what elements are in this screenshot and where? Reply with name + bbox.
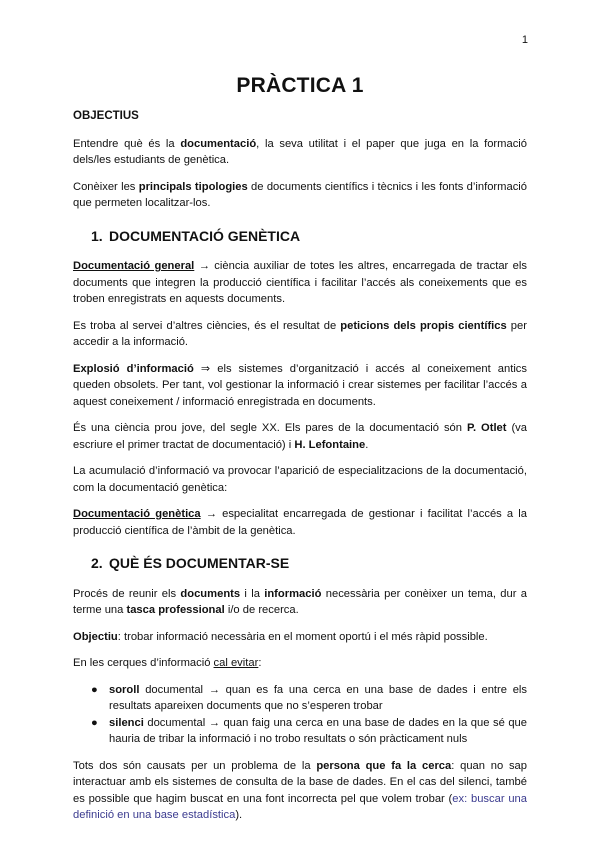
text: Procés de reunir els xyxy=(73,587,181,600)
section-1-paragraph-2 xyxy=(73,318,527,351)
section-number: 1. xyxy=(91,227,103,244)
text: En les cerques d’informació xyxy=(73,657,214,669)
bold-term: P. Otlet xyxy=(466,422,507,434)
text: documental → quan faig una cerca en una base de dades en la que sé que hauria de tribar la informació i no trobo resultats o són pràcticament nuls xyxy=(109,716,527,745)
document-body xyxy=(73,108,527,834)
objectius-paragraph-1 xyxy=(73,136,527,169)
section-1-paragraph-4 xyxy=(73,420,527,453)
text: → especialitat encarregada de gestionar i facilitat l’accés a la producció científica de l’àmbit de la genètica. xyxy=(73,508,527,537)
section-1-paragraph-5: La acumulació d’informació va provocar l’aparició de especialitzacions de la documentació, com la documentació genètica: xyxy=(73,465,527,494)
text: → ciència auxiliar de totes les altres, encarregada de tractar els documents que integren la producció científica i facilitar l’accés als coneixements que es troben enregistrats en aquests documents. xyxy=(73,260,527,305)
text: : trobar informació necessària en el moment oportú i el més ràpid possible. xyxy=(117,630,488,643)
section-2-paragraph-2 xyxy=(73,629,527,646)
text: de documents científics i tècnics i les fonts d’informació que permeten localitzar-los. xyxy=(73,180,527,209)
underlined-term: cal evitar xyxy=(213,657,259,669)
text: Tots dos són causats per un problema de la xyxy=(73,759,317,772)
page-number: 1 xyxy=(521,34,528,46)
bullet-list xyxy=(73,682,527,748)
text: Es troba al servei d’altres ciències, és el resultat de xyxy=(73,319,341,332)
section-2-paragraph-4 xyxy=(73,758,527,824)
text: per accedir a la informació. xyxy=(73,319,527,348)
bold-term: Explosió d’informació xyxy=(73,362,194,375)
text: Entendre què és la xyxy=(73,137,181,150)
bold-term: soroll xyxy=(109,683,140,696)
objectius-heading: OBJECTIUS xyxy=(73,110,139,122)
bold-term: silenci xyxy=(109,716,144,729)
text: Conèixer les xyxy=(73,180,139,193)
section-1-paragraph-1 xyxy=(73,258,527,308)
list-item xyxy=(91,682,527,715)
list-item xyxy=(91,715,527,748)
bold-term: documents xyxy=(180,587,241,600)
bold-term: persona que fa la cerca xyxy=(316,759,452,772)
section-2-heading xyxy=(91,555,527,572)
section-title: QUÈ ÉS DOCUMENTAR-SE xyxy=(109,555,290,571)
text: És una ciència prou jove, del segle XX. Els pares de la documentació són xyxy=(73,422,467,434)
text: ⇒ els sistemes d’organització i accés al coneixement antics queden obsolets. Per tant, vol gestionar la informació i crear sistemes per facilitar l’accés a aquest coneixement / informació enregistrada en documents. xyxy=(73,362,527,408)
text: : quan no sap interactuar amb els sistemes de consulta de la base de dades. En el cas del silenci, també es possible que hagim buscat en una font incorrecta pel que volem trobar ( xyxy=(73,759,527,805)
objectius-paragraph-2 xyxy=(73,179,527,212)
text: necessària per conèixer un tema, dur a terme una xyxy=(73,587,527,616)
section-1-paragraph-6 xyxy=(73,506,527,539)
section-number: 2. xyxy=(91,555,103,571)
bold-term: Documentació genètica xyxy=(73,508,201,520)
text: i/o de recerca. xyxy=(224,604,299,616)
bold-term: Documentació general xyxy=(73,260,195,272)
bold-term: documentació xyxy=(180,137,257,150)
example-link[interactable]: ex: buscar una definició en una base estadística xyxy=(73,792,527,821)
bold-term: H. Lefontaine xyxy=(294,438,366,451)
bullet-icon: ● xyxy=(91,716,98,729)
text: . xyxy=(365,438,369,451)
bold-term: principals tipologies xyxy=(138,180,248,193)
section-1-paragraph-3 xyxy=(73,361,527,411)
text: , la seva utilitat i el paper que juga en la formació dels/les estudiants de genètica. xyxy=(73,137,527,166)
bold-term: tasca professional xyxy=(126,604,225,616)
text: documental → quan es fa una cerca en una base de dades i entre els resultats apareixen documents que no s’esperen trobar xyxy=(109,683,527,712)
bullet-icon: ● xyxy=(91,683,98,696)
section-title: DOCUMENTACIÓ GENÈTICA xyxy=(109,227,301,244)
section-2-paragraph-3 xyxy=(73,655,527,672)
bold-term: peticions dels propis científics xyxy=(340,319,507,332)
text: ). xyxy=(235,809,243,821)
text: i la xyxy=(240,587,265,600)
bold-term: Objectiu xyxy=(73,630,118,643)
page-title: PRÀCTICA 1 xyxy=(236,74,364,97)
section-1-heading xyxy=(91,228,527,245)
text: (va escriure el primer tractat de documentació) i xyxy=(73,422,527,451)
section-2-paragraph-1 xyxy=(73,586,527,619)
bold-term: informació xyxy=(264,587,322,600)
text: : xyxy=(258,657,262,669)
